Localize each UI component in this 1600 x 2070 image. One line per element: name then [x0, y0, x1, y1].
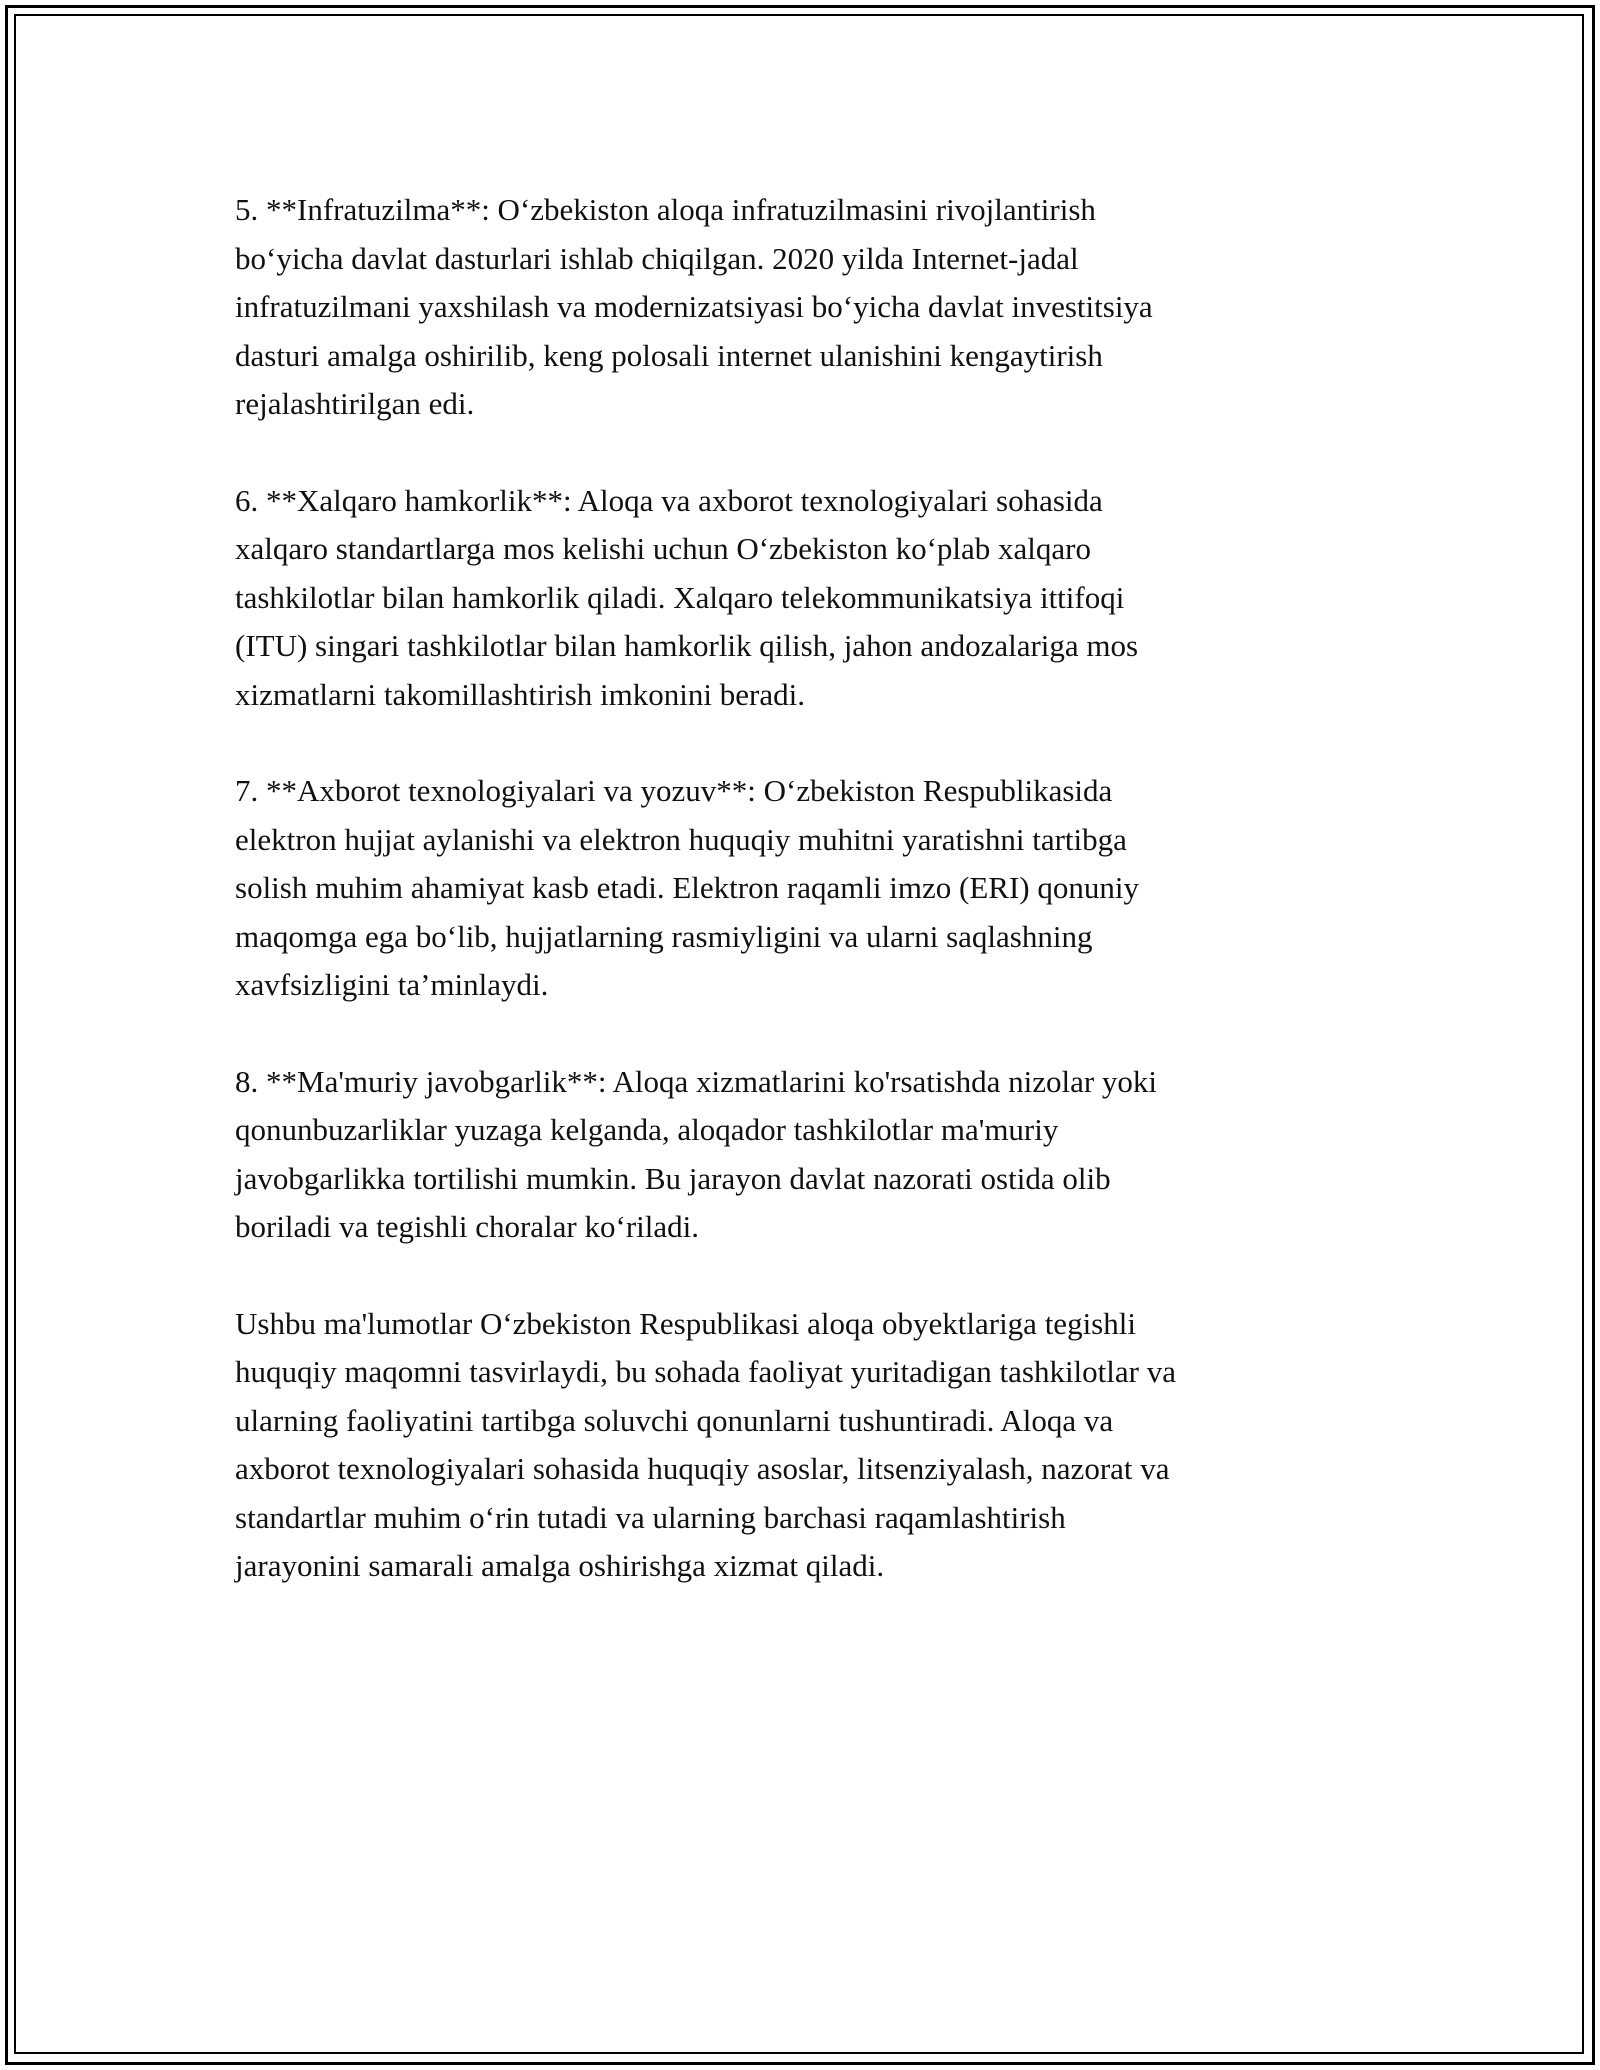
- paragraph-mamuriy-javobgarlik: 8. **Ma'muriy javobgarlik**: Aloqa xizmatlarini ko'rsatishda nizolar yoki qonunbuzarliklar yuzaga kelganda, aloqador tashkilotlar ma'muriy javobgarlikka tortilishi mumkin. Bu jarayon davlat nazorati ostida olib boriladi va tegishli choralar ko‘riladi.: [235, 1063, 1158, 1244]
- paragraph-xalqaro-hamkorlik: 6. **Xalqaro hamkorlik**: Aloqa va axborot texnologiyalari sohasida xalqaro standartlarga mos kelishi uchun O‘zbekiston ko‘plab xalqaro tashkilotlar bilan hamkorlik qiladi. Xalqaro telekommunikatsiya ittifoqi (ITU) singari tashkilotlar bilan hamkorlik qilish, jahon andozalariga mos xizmatlarni takomillashtirish imkonini beradi.: [235, 482, 1139, 712]
- paragraph-summary: Ushbu ma'lumotlar O‘zbekiston Respublikasi aloqa obyektlariga tegishli huquqiy maqomni tasvirlaydi, bu sohada faoliyat yuritadigan tashkilotlar va ularning faoliyatini tartibga soluvchi qonunlarni tushuntiradi. Aloqa va axborot texnologiyalari sohasida huquqiy asoslar, litsenziyalash, nazorat va standartlar muhim o‘rin tutadi va ularning barchasi raqamlashtirish jarayonini samarali amalga oshirishga xizmat qiladi.: [235, 1305, 1176, 1583]
- document-body: [235, 186, 1365, 1639]
- paragraph-infratuzilma: 5. **Infratuzilma**: O‘zbekiston aloqa infratuzilmasini rivojlantirish bo‘yicha davlat dasturlari ishlab chiqilgan. 2020 yilda Internet-jadal infratuzilmani yaxshilash va modernizatsiyasi bo‘yicha davlat investitsiya dasturi amalga oshirilib, keng polosali internet ulanishini kengaytirish rejalashtirilgan edi.: [235, 192, 1153, 421]
- paragraph-axborot-texnologiyalari: 7. **Axborot texnologiyalari va yozuv**: O‘zbekiston Respublikasida elektron hujjat aylanishi va elektron huquqiy muhitni yaratishni tartibga solish muhim ahamiyat kasb etadi. Elektron raqamli imzo (ERI) qonuniy maqomga ega bo‘lib, hujjatlarning rasmiyligini va ularni saqlashning xavfsizligini ta’minlaydi.: [235, 773, 1139, 1002]
